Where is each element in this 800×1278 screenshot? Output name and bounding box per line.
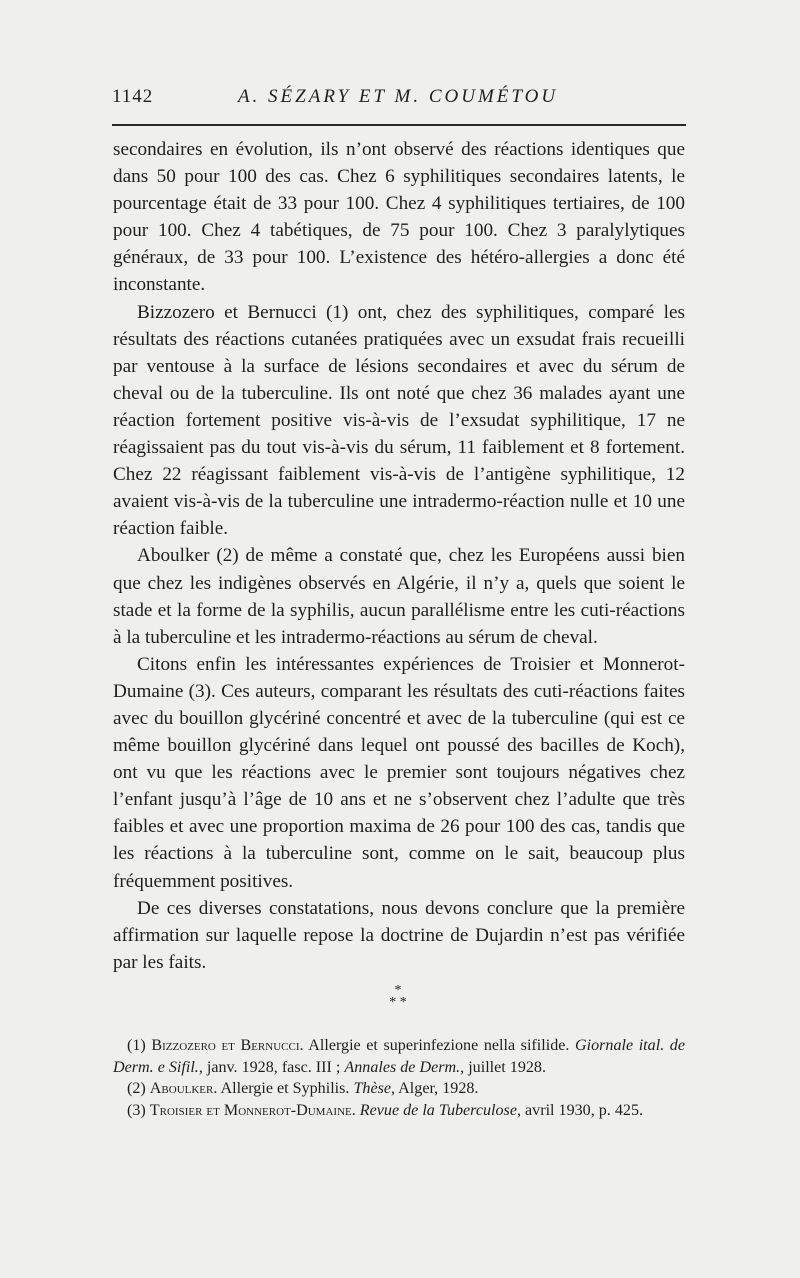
page-number: 1142 (112, 86, 154, 107)
asterism (112, 985, 684, 1009)
footnote-2 (113, 1078, 685, 1100)
footnote-number: (2) (127, 1080, 146, 1097)
footnote-authors: Bizzozero et Bernucci. (151, 1037, 304, 1054)
footnote-number: (1) (127, 1037, 146, 1054)
page-header (112, 84, 684, 116)
paragraph: Aboulker (2) de même a constaté que, chez les Européens aussi bien que chez les indigènes observés en Algérie, il n’y a, quels que soient le stade et la forme de la syphilis, aucun parallélisme entre les cuti-réactions à la tuberculine et les intradermo-réactions au sérum de cheval. (113, 545, 685, 648)
footnote-authors: Aboulker. (149, 1080, 218, 1097)
asterism-bottom: * * (389, 995, 407, 1010)
header-rule (112, 124, 686, 126)
footnote-text: , juillet 1928. (460, 1058, 546, 1076)
footnote-number: (3) (127, 1101, 146, 1119)
paragraph: De ces diverses constatations, nous devons conclure que la première affirmation sur laquelle repose la doctrine de Dujardin n’est pas vérifiée par les faits. (113, 897, 685, 973)
body-text (113, 136, 685, 976)
footnote-text: , avril 1930, p. 425. (516, 1101, 644, 1119)
asterism-top: * (394, 983, 402, 998)
footnote-text: , Alger, 1928. (391, 1080, 479, 1097)
footnote-work: Thèse (353, 1080, 392, 1097)
footnote-text: Allergie et superinfezione nella sifilide. (308, 1037, 570, 1054)
paragraph: Citons enfin les intéressantes expériences de Troisier et Monnerot-Dumaine (3). Ces auteurs, comparant les résultats des cuti-réactions faites avec du bouillon glycériné concentré et avec de la tuberculine (qui est ce même bouillon glycériné dans lequel ont poussé des bacilles de Koch), ont vu que les réactions avec le premier sont toujours négatives chez l’enfant jusqu’à l’âge de 10 ans et ne s’observent chez l’adulte que très faibles et avec une proportion maxima de 26 pour 100 des cas, tandis que les réactions à la tuberculine sont, comme on le sait, beaucoup plus fréquemment positives. (113, 653, 685, 892)
paragraph: Bizzozero et Bernucci (1) ont, chez des syphilitiques, comparé les résultats des réactions cutanées pratiquées avec un exsudat frais recueilli par ventouse à la surface de lésions secondaires et avec du sérum de cheval ou de la tuberculine. Ils ont noté que chez 36 malades ayant une réaction fortement positive vis-à-vis de l’exsudat syphilitique, 17 ne réagissaient pas du tout vis-à-vis du sérum, 11 faiblement et 8 fortement. Chez 22 réagissant faiblement vis-à-vis de l’antigène syphilitique, 12 avaient vis-à-vis de la tuberculine une intradermo-réaction nulle et 10 une réaction faible. (113, 301, 685, 540)
footnote-journal: Giornale ital. de Derm. e Sifil. (113, 1037, 685, 1076)
paragraph: secondaires en évolution, ils n’ont observé des réactions identiques que dans 50 pour 100 des cas. Chez 6 syphilitiques secondaires latents, le pourcentage était de 33 pour 100. Chez 4 syphilitiques tertiaires, de 100 pour 100. Chez 4 tabétiques, de 75 pour 100. Chez 3 paralylytiques généraux, de 33 pour 100. L’existence des hétéro-allergies a donc été inconstante. (113, 139, 685, 296)
footnote-1 (113, 1035, 685, 1078)
footnote-3 (113, 1100, 685, 1122)
footnotes (113, 1035, 685, 1121)
footnote-journal: Annales de Derm. (344, 1058, 461, 1076)
footnote-text: Allergie et Syphilis. (220, 1080, 350, 1097)
running-head: A. SÉZARY ET M. COUMÉTOU (237, 86, 559, 107)
footnote-text: , janv. 1928, fasc. III ; (198, 1058, 341, 1076)
footnote-journal: Revue de la Tuberculose (359, 1101, 517, 1119)
footnote-authors: Troisier et Monnerot-Dumaine. (149, 1101, 356, 1119)
